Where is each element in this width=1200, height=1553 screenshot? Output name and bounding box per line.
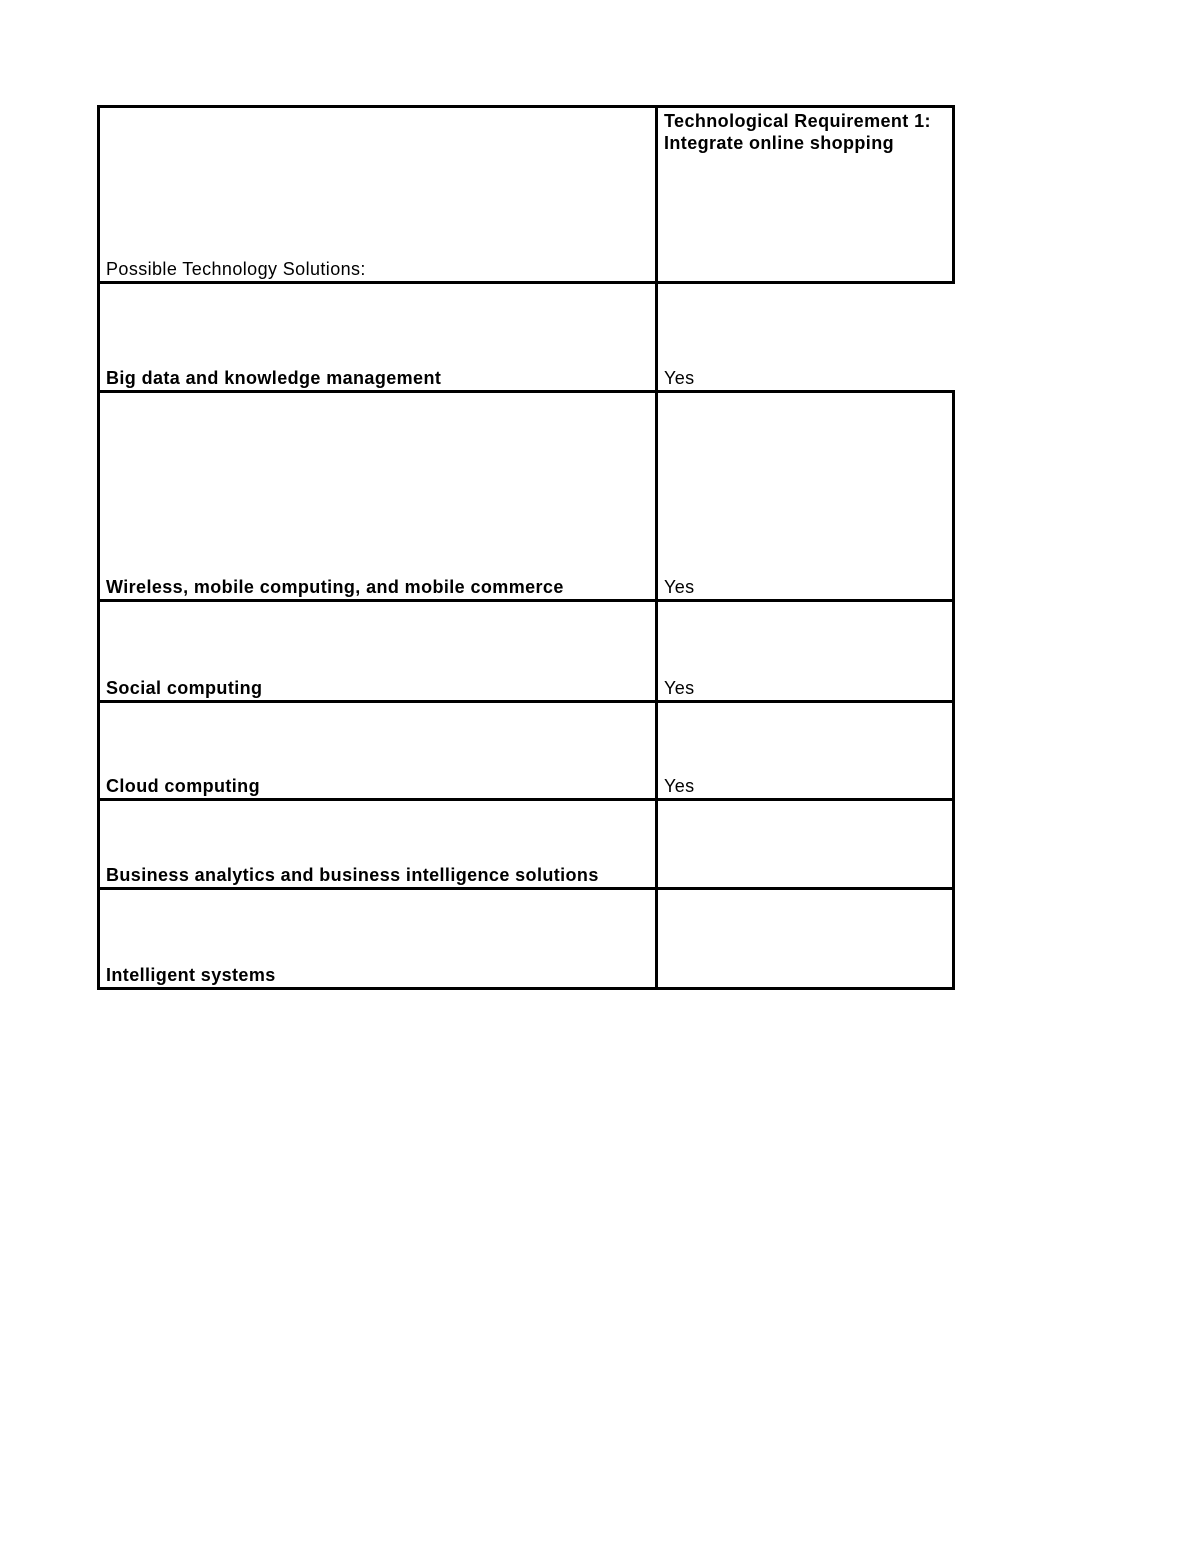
- solution-label: Social computing: [106, 678, 263, 698]
- table-row: [99, 601, 954, 702]
- solution-cell[interactable]: [99, 800, 657, 889]
- answer-cell[interactable]: [657, 283, 954, 392]
- solution-label: Business analytics and business intelligence solutions: [106, 865, 599, 885]
- requirement-header-label: Technological Requirement 1: Integrate online shopping: [664, 111, 931, 153]
- table-row: [99, 283, 954, 392]
- answer-value: [664, 886, 946, 887]
- technology-solutions-table: [97, 105, 955, 990]
- solution-cell[interactable]: [99, 601, 657, 702]
- answer-cell[interactable]: [657, 702, 954, 800]
- solution-cell[interactable]: [99, 283, 657, 392]
- table-row: [99, 392, 954, 601]
- solution-label: Wireless, mobile computing, and mobile commerce: [106, 577, 564, 597]
- solution-cell[interactable]: [99, 392, 657, 601]
- answer-value: Yes: [664, 577, 695, 597]
- answer-cell[interactable]: [657, 601, 954, 702]
- table-row: [99, 889, 954, 989]
- table-row: [99, 800, 954, 889]
- table-row: [99, 702, 954, 800]
- answer-value: [664, 986, 946, 987]
- answer-cell[interactable]: [657, 889, 954, 989]
- solution-label: Intelligent systems: [106, 965, 276, 985]
- answer-value: Yes: [664, 678, 695, 698]
- answer-cell[interactable]: [657, 800, 954, 889]
- solution-label: Big data and knowledge management: [106, 368, 442, 388]
- corner-label: Possible Technology Solutions:: [106, 259, 366, 279]
- spreadsheet-page: [97, 105, 952, 990]
- solution-cell[interactable]: [99, 889, 657, 989]
- requirement-header-cell[interactable]: [657, 107, 954, 283]
- answer-value: Yes: [664, 776, 695, 796]
- corner-cell[interactable]: [99, 107, 657, 283]
- solution-label: Cloud computing: [106, 776, 260, 796]
- answer-cell[interactable]: [657, 392, 954, 601]
- table-header-row: [99, 107, 954, 283]
- answer-value: Yes: [664, 368, 695, 388]
- solution-cell[interactable]: [99, 702, 657, 800]
